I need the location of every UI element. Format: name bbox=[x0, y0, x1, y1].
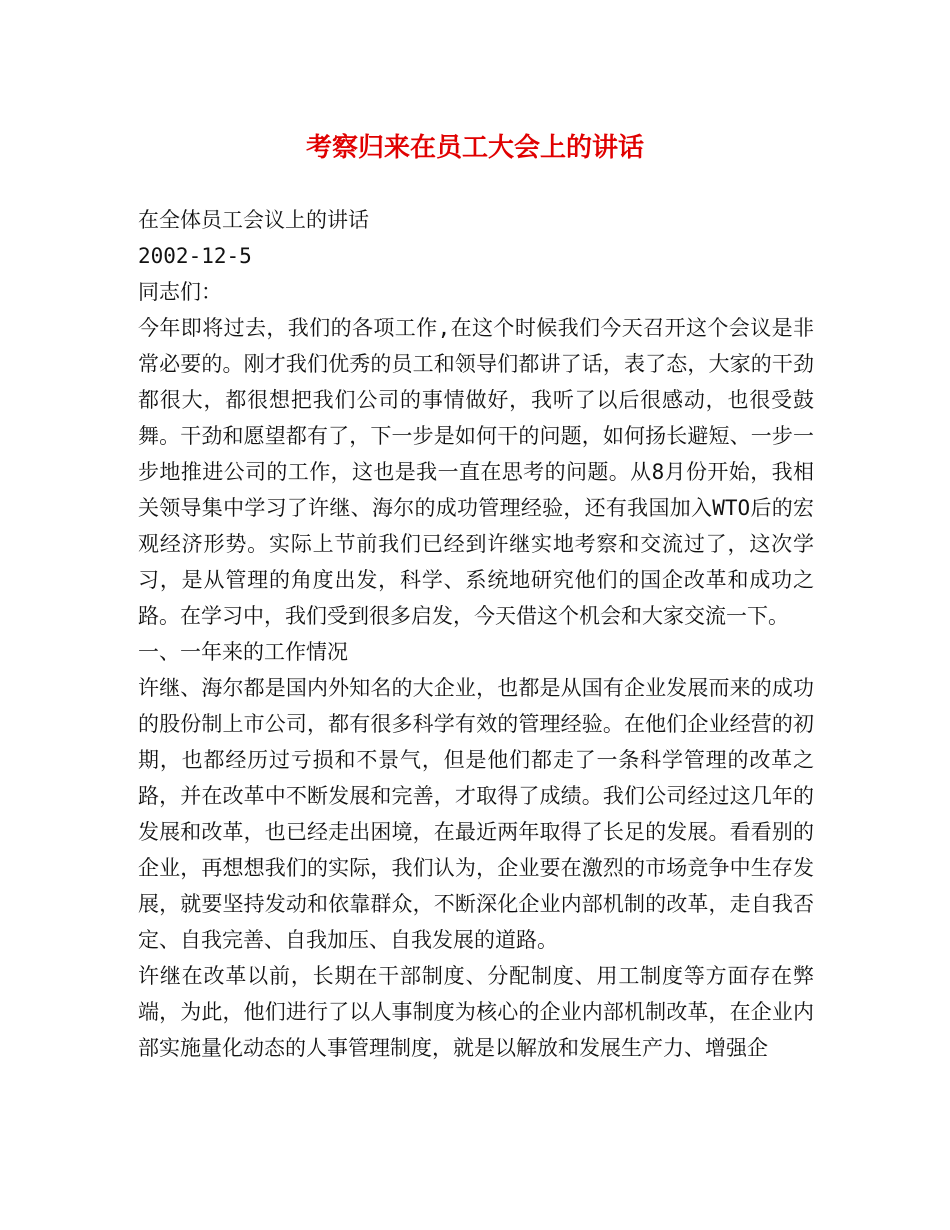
document-title: 考察归来在员工大会上的讲话 bbox=[305, 133, 644, 163]
subtitle-line: 在全体员工会议上的讲话 bbox=[138, 208, 369, 232]
paragraph-section-one: 许继、海尔都是国内外知名的大企业，也都是从国有企业发展而来的成功的股份制上市公司，都有很多科学有效的管理经验。在他们企业经营的初期，也都经历过亏损和不景气，但是他们都走了一条科学管理的改革之路，并在改革中不断发展和完善，才取得了成绩。我们公司经过这几年的发展和改革，也已经走出困境，在最近两年取得了长足的发展。看看别的企业，再想想我们的实际，我们认为，企业要在激烈的市场竞争中生存发展，就要坚持发动和依靠群众，不断深化企业内部机制的改革，走自我否定、自我完善、自我加压、自我发展的道路。 bbox=[138, 676, 814, 952]
paragraph-intro: 今年即将过去，我们的各项工作,在这个时候我们今天召开这个会议是非常必要的。刚才我们优秀的员工和领导们都讲了话，表了态，大家的干劲都很大，都很想把我们公司的事情做好，我听了以后很感动，也很受鼓舞。干劲和愿望都有了，下一步是如何干的问题，如何扬长避短、一步一步地推进公司的工作，这也是我一直在思考的问题。从8月份开始，我相关领导集中学习了许继、海尔的成功管理经验，还有我国加入WTO后的宏观经济形势。实际上节前我们已经到许继实地考察和交流过了，这次学习，是从管理的角度出发，科学、系统地研究他们的国企改革和成功之路。在学习中，我们受到很多启发，今天借这个机会和大家交流一下。 bbox=[138, 316, 814, 628]
paragraph-xuji-reform: 许继在改革以前，长期在干部制度、分配制度、用工制度等方面存在弊端，为此，他们进行了以人事制度为核心的企业内部机制改革，在企业内部实施量化动态的人事管理制度，就是以解放和发展生产力、增强企 bbox=[138, 964, 814, 1060]
date-line: 2002-12-5 bbox=[138, 244, 252, 268]
section-heading: 一、一年来的工作情况 bbox=[138, 640, 348, 664]
document-body bbox=[138, 202, 814, 1066]
salutation-line: 同志们： bbox=[138, 280, 222, 304]
